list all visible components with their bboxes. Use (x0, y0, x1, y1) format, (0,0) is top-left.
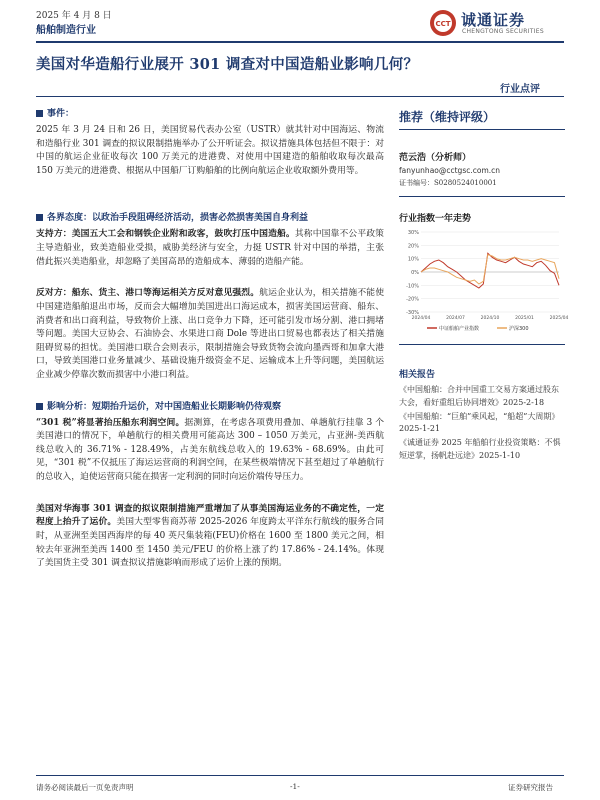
stance-oppose-paragraph (36, 287, 384, 382)
analyst-email[interactable]: fanyunhao@cctgsc.com.cn (399, 166, 501, 175)
company-logo (428, 6, 568, 40)
x-tick-label: 2024/04 (411, 316, 431, 321)
logo-name: 诚通证券 (461, 11, 526, 29)
oppose-lead: 反对方：船东、货主、港口等海运相关方反对意见强烈。 (36, 288, 260, 299)
report-date: 2025 年 4 月 8 日 (36, 11, 112, 21)
square-bullet-icon (36, 110, 43, 117)
impact-body-1: 据测算，在考虑各项费用叠加、单趟航行挂靠 3 个美国港口的情况下，单趟航行的相关费用可能高达 300 – 1050 万美元，占亚洲-美西航线总收入的 36.71% - 128.49%，占美东航线总收入的 19.63% - 68.69%。由此可见，“301 税”不仅抵压了海运运营商的利润空间，在某些极端情况下甚至超过了单趟航行的总收入，迫使运营商只能在损害一定利润的同时向运价端传导压力。 (36, 417, 384, 483)
series-line (421, 255, 559, 284)
sidebar-divider (399, 129, 565, 130)
x-tick-label: 2025/04 (549, 316, 569, 321)
sector-name: 船舶制造行业 (36, 25, 96, 36)
oppose-body: 航运企业认为，相关措施不能使中国建造船舶退出市场，反而会大幅增加美国进出口海运成本，损害美国运营商、船东、消费者和出口商利益，导致物价上涨、出口竞争力下降，还可能引发市场分割、港口拥堵等问题。美国大豆协会、石油协会、水果进口商 Dole 等进出口贸易也都表达了相关措施阻碍贸易的担忧。美国港口联合会则表示，限制措施会导致货物会流向墨西哥和加拿大港口，导致美国港口业务量减少、基础设施升级资金不足、运输成本上升等问题，美国航运企业减少停靠次数而损害中小港口利益。 (36, 288, 384, 380)
x-tick-label: 2024/07 (446, 316, 465, 321)
support-lead: 支持方：美国五大工会和钢铁企业附和政客，鼓吹打压中国造船。 (36, 229, 295, 240)
footer-divider (36, 775, 564, 776)
logo-mark-icon (428, 8, 458, 38)
square-bullet-icon (36, 403, 43, 410)
related-report-item[interactable]: 《诚通证券 2025 年船舶行业投资策略：不惧短逆掌，扬帆赴远途》2025-1-10 (399, 438, 561, 460)
y-tick-label: -20% (406, 296, 419, 303)
sidebar-divider (399, 196, 565, 197)
x-tick-label: 2025/01 (515, 316, 534, 321)
event-body: 2025 年 3 月 24 日和 26 日，美国贸易代表办公室（USTR）就其针对中国海运、物流和造船行业 301 调查的拟议限制措施举办了公开听证会。拟议措施具体包括但不限于：对中国的航运企业征收每次 100 万美元的进港费、对使用中国建造的船舶收取每次最高 150 万美元的进港费、根据从中国船厂订购船舶的比例向航运企业收取额外费用等。 (36, 124, 384, 176)
sidebar-divider (399, 344, 565, 345)
y-tick-label: 30% (407, 230, 419, 236)
y-tick-label: -10% (406, 283, 419, 290)
y-tick-label: 20% (407, 243, 419, 250)
impact-lead-2: 美国对华海事 301 调查的拟议限制措施严重增加了从事美国海运业务的不确定性，一定程度上抬升了运价。 (36, 503, 384, 528)
main-content (36, 108, 384, 571)
sidebar (399, 108, 569, 464)
related-report-item[interactable]: 《中国船舶：“巨舶”乘风起，“船超”大周期》2025-1-21 (399, 411, 560, 434)
title-divider (36, 96, 564, 97)
legend-label: 沪深300 (509, 326, 529, 332)
footer-doc-type: 证券研究报告 (508, 783, 553, 792)
related-reports-title: 相关报告 (399, 370, 436, 380)
square-bullet-icon (36, 214, 43, 221)
impact-heading: 影响分析：短期抬升运价，对中国造船业长期影响仍待观察 (36, 401, 384, 415)
chart-title: 行业指数一年走势 (399, 214, 472, 224)
event-heading: 事件： (36, 108, 384, 122)
y-tick-label: 10% (407, 256, 419, 263)
impact-lead-1: “301 税”将显著抬压船东利润空间。 (36, 417, 185, 428)
page-number: -1- (290, 782, 300, 791)
support-body: 其称中国靠不公平政策主导造船业，致美造船业受损，威胁美经济与安全，力挺 USTR 针对中国的举措，主张借此振兴美造船业，却忽略了美国高昂的造船成本、薄弱的造船产能。 (36, 229, 384, 267)
index-trend-chart-svg (399, 228, 569, 338)
impact-body-2: 美国大型零售商苏蒂 2025-2026 年度跨太平洋东行航线的服务合同时，从亚洲至美国西海岸的每 40 英尺集装箱(FEU)价格在 1600 至 1800 美元之间，相较去年亚洲至美西 1400 至 1450 美元/FEU 的价格上涨了约 17.86% - 24.14%。体现了美国货主受 301 调查拟议措施影响而形成了运价上涨的预期。 (36, 517, 384, 569)
logo-english: CHENGTONG SECURITIES (462, 28, 545, 35)
report-type: 行业点评 (500, 84, 540, 95)
rating: 推荐（维持评级） (399, 110, 496, 124)
index-trend-chart (399, 228, 569, 338)
related-report-item[interactable]: 《中国船舶：合并中国重工交易方案通过股东大会，看好重组后协同增效》2025-2-18 (399, 385, 559, 407)
report-title: 美国对华造船行业展开 301 调查对中国造船业影响几何？ (36, 56, 419, 73)
y-tick-label: 0% (411, 270, 419, 276)
stance-support-paragraph (36, 228, 384, 269)
analyst-certificate: 证书编号：S0280524010001 (399, 179, 497, 187)
impact-paragraph-2 (36, 503, 384, 571)
analyst-name: 范云浩（分析师） (399, 153, 472, 163)
impact-paragraph-1 (36, 417, 384, 485)
x-tick-label: 2024/10 (480, 316, 500, 321)
stance-heading: 各界态度：以政治手段阻碍经济活动，损害必然损害美国自身利益 (36, 212, 384, 226)
legend-label: 中证船舶产业指数 (439, 326, 480, 332)
footer-disclaimer: 请务必阅读最后一页免责声明 (36, 783, 134, 792)
header-divider (36, 41, 564, 43)
y-tick-label: -30% (406, 310, 419, 316)
svg-text:CCT: CCT (435, 20, 451, 28)
related-reports-list (399, 384, 565, 463)
